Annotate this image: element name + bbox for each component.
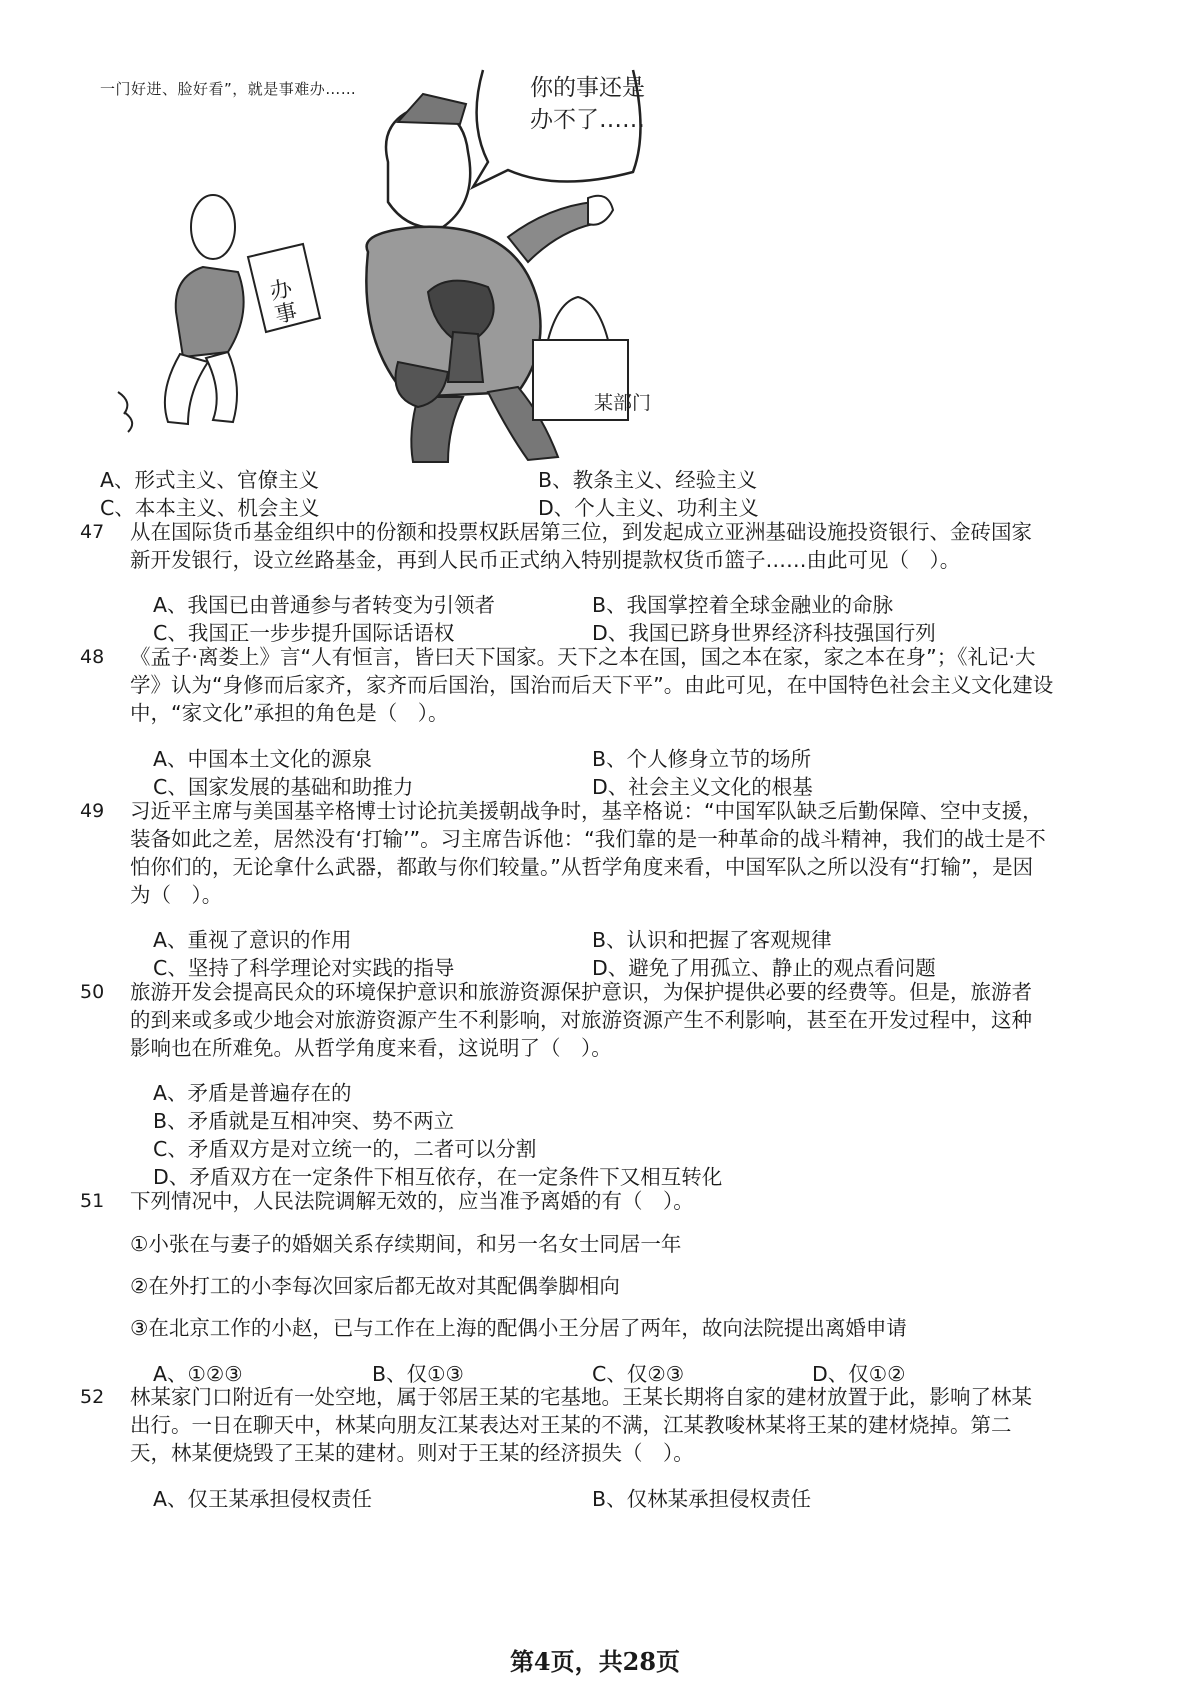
q50-option-b: B、矛盾就是互相冲突、势不两立 (153, 1109, 455, 1133)
q51-statement-1: ①小张在与妻子的婚姻关系存续期间，和另一名女士同居一年 (130, 1232, 682, 1256)
q50-stem-line-3: 影响也在所难免。从哲学角度来看，这说明了（ ）。 (130, 1036, 612, 1060)
q52-option-a: A、仅王某承担侵权责任 (153, 1487, 373, 1511)
q48-stem-line-3: 中，“家文化”承担的角色是（ ）。 (130, 701, 449, 725)
q51-statement-3: ③在北京工作的小赵，已与工作在上海的配偶小王分居了两年，故向法院提出离婚申请 (130, 1316, 907, 1340)
q49-number: 49 (80, 800, 105, 822)
q51-stem-line-1: 下列情况中，人民法院调解无效的，应当准予离婚的有（ ）。 (130, 1189, 694, 1213)
q52-stem-line-1: 林某家门口附近有一处空地，属于邻居王某的宅基地。王某长期将自家的建材放置于此，影响了林某 (130, 1385, 1032, 1409)
q46-option-c: C、本本主义、机会主义 (100, 496, 320, 520)
q51-statement-2: ②在外打工的小李每次回家后都无故对其配偶拳脚相向 (130, 1274, 620, 1298)
paper-label: 办事 (264, 275, 299, 329)
q51-option-d: D、仅①② (812, 1362, 906, 1386)
q52-stem-line-3: 天，林某便烧毁了王某的建材。则对于王某的经济损失（ ）。 (130, 1441, 694, 1465)
q51-number: 51 (80, 1190, 105, 1212)
page-footer: 第4页，共28页 (509, 1647, 681, 1676)
q51-option-a: A、①②③ (153, 1362, 243, 1386)
q48-option-c: C、国家发展的基础和助推力 (153, 775, 414, 799)
q47-option-c: C、我国正一步步提升国际话语权 (153, 621, 455, 645)
q51-option-b: B、仅①③ (372, 1362, 464, 1386)
q50-number: 50 (80, 981, 105, 1003)
speech-bubble-text (530, 72, 690, 136)
q47-stem-line-1: 从在国际货币基金组织中的份额和投票权跃居第三位，到发起成立亚洲基础设施投资银行、金砖国家 (130, 520, 1032, 544)
q47-option-b: B、我国掌控着全球金融业的命脉 (592, 593, 894, 617)
q50-option-c: C、矛盾双方是对立统一的，二者可以分割 (153, 1137, 537, 1161)
cartoon-caption: 一门好进、脸好看”，就是事难办…… (100, 80, 357, 98)
q50-stem-line-1: 旅游开发会提高民众的环境保护意识和旅游资源保护意识，为保护提供必要的经费等。但是，旅游者 (130, 980, 1032, 1004)
q47-number: 47 (80, 521, 105, 543)
q48-stem-line-2: 学》认为“身修而后家齐，家齐而后国治，国治而后天下平”。由此可见，在中国特色社会主义文化建设 (130, 673, 1054, 697)
q50-option-a: A、矛盾是普遍存在的 (153, 1081, 352, 1105)
q52-stem-line-2: 出行。一日在聊天中，林某向朋友江某表达对王某的不满，江某教唆林某将王某的建材烧掉。第二 (130, 1413, 1012, 1437)
q46-option-d: D、个人主义、功利主义 (538, 496, 759, 520)
q48-option-a: A、中国本土文化的源泉 (153, 747, 373, 771)
q49-stem-line-2: 装备如此之差，居然没有‘打输’”。习主席告诉他：“我们靠的是一种革命的战斗精神，我们的战士是不 (130, 827, 1046, 851)
q49-stem-line-4: 为（ ）。 (130, 883, 223, 907)
q50-stem-line-2: 的到来或多或少地会对旅游资源产生不利影响，对旅游资源产生不利影响，甚至在开发过程中，这种 (130, 1008, 1032, 1032)
q49-option-b: B、认识和把握了客观规律 (592, 928, 832, 952)
q48-option-d: D、社会主义文化的根基 (592, 775, 813, 799)
speech-bubble-line-1: 你的事还是 (530, 75, 645, 101)
q47-stem-line-2: 新开发银行，设立丝路基金，再到人民币正式纳入特别提款权货币篮子……由此可见（ ）。 (130, 548, 961, 572)
q49-stem-line-1: 习近平主席与美国基辛格博士讨论抗美援朝战争时，基辛格说：“中国军队缺乏后勤保障、空中支援， (130, 799, 1043, 823)
q51-option-c: C、仅②③ (592, 1362, 685, 1386)
department-label: 某部门 (594, 392, 652, 414)
q47-option-a: A、我国已由普通参与者转变为引领者 (153, 593, 496, 617)
q46-option-a: A、形式主义、官僚主义 (100, 468, 320, 492)
q48-stem-line-1: 《孟子·离娄上》言“人有恒言，皆曰天下国家。天下之本在国，国之本在家，家之本在身”；《礼记·大 (130, 645, 1036, 669)
q48-option-b: B、个人修身立节的场所 (592, 747, 812, 771)
q52-number: 52 (80, 1386, 105, 1408)
q50-option-d: D、矛盾双方在一定条件下相互依存，在一定条件下又相互转化 (153, 1165, 723, 1189)
q49-stem-line-3: 怕你们的，无论拿什么武器，都敢与你们较量。”从哲学角度来看，中国军队之所以没有“打输”，是因 (130, 855, 1034, 879)
speech-bubble-line-2: 办不了…… (530, 107, 645, 133)
q52-option-b: B、仅林某承担侵权责任 (592, 1487, 812, 1511)
q49-option-c: C、坚持了科学理论对实践的指导 (153, 956, 455, 980)
q46-option-b: B、教条主义、经验主义 (538, 468, 758, 492)
q49-option-a: A、重视了意识的作用 (153, 928, 352, 952)
q47-option-d: D、我国已跻身世界经济科技强国行列 (592, 621, 936, 645)
small-man-figure (118, 195, 244, 432)
q49-option-d: D、避免了用孤立、静止的观点看问题 (592, 956, 936, 980)
q48-number: 48 (80, 646, 105, 668)
